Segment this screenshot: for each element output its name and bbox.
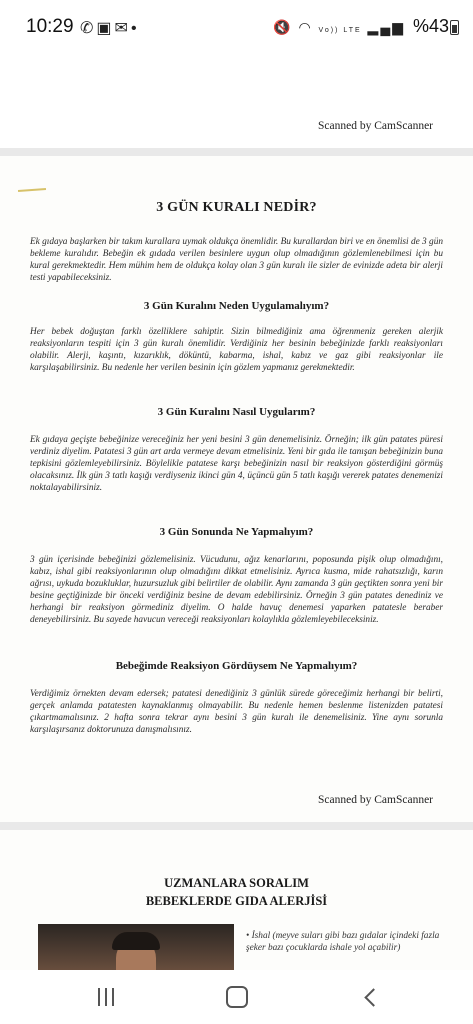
recents-button[interactable] <box>76 978 136 1016</box>
next-page <box>0 830 473 970</box>
article-page <box>0 156 473 822</box>
page-divider <box>0 148 473 156</box>
system-icons <box>273 19 405 36</box>
battery-icon <box>450 20 459 35</box>
section-text: 3 gün içerisinde bebeğinizi gözlemelisiniz. Vücudunu, ağız kenarlarını, poposunda pişik olup olmadığını, kabız, ishal gibi reaksiyonlarının olup olmadığını dikkat etmelisiniz. Ayrıca kusma, mide rahatsızlığı, karın ağrısı, uykuda bozukluklar, huzursuzluk gibi belirtiler de olabilir. Aynı zamanda 3 gün geçtikten sonra yeni bir besine geçtiğinizde bir önceki verdiğiniz besine de devam edebilirsiniz. Örneğin 3 gün patates denediniz ve herhangi bir reaksiyon görmediniz diyelim. O halde havuç denemesi yaparken patatesle beraber deneyebilirsiniz. Bu sayede havucun vereceği reaksiyonları kolaylıkla gözlemleyebileceksiniz. <box>30 555 443 625</box>
section-heading: 3 Gün Sonunda Ne Yapmalıyım? <box>159 526 314 538</box>
section-text: Ek gıdaya geçişte bebeğinize vereceğiniz her yeni besini 3 gün denemelisiniz. Örneğin; ilk gün patates püresi verdiniz diyelim. Patatesi 3 gün art arda vermeye devam etmelisiniz. Yeni bir gıda ile tanışan bebeğinizin buna tepkisini gözlemleyebilirsiniz. Böylelikle patatese karşı bebeğinizin nasıl bir reaksiyon gösterdiğini görmüş olacaksınız. İlk gün 3 tatlı kaşığı verdiyseniz ikinci gün 4, üçüncü gün 5 tatlı kaşığı vererek patates denemenizi noktalayabilirsiniz. <box>30 435 443 493</box>
expert-photo <box>38 924 234 970</box>
previous-page <box>0 52 473 148</box>
pen-mark <box>18 188 46 192</box>
clock: 10:29 <box>26 16 74 37</box>
volte-icon: Vo)) LTE <box>318 27 362 34</box>
battery-percent: %43 <box>412 16 449 36</box>
article-title: 3 GÜN KURALI NEDİR? <box>156 200 317 215</box>
whatsapp-icon: ✆ <box>80 20 97 37</box>
message-icon: ✉ <box>114 20 131 37</box>
back-icon <box>364 988 382 1006</box>
section-heading: 3 Gün Kuralını Nasıl Uygularım? <box>157 406 316 418</box>
back-button[interactable] <box>340 978 400 1016</box>
gallery-icon: ▣ <box>96 20 115 37</box>
section-text: Verdiğimiz örnekten devam edersek; patatesi denediğiniz 3 günlük sürede göreceğimiz herhangi bir belirti, gerçek anlamda patatesten kaynaklanmış olmayabilir. Bu nedenle hemen beslenme listenizden patatesi çıkartmamalısınız. 2 hafta sonra tekrar aynı besini 3 gün kuralı ile denemelisiniz. Yine aynı sorunla karşılaşırsanız doktorunuza danışmalısınız. <box>30 689 443 735</box>
mute-icon: 🔇 <box>273 19 293 35</box>
section-heading: Bebeğimde Reaksiyon Gördüysem Ne Yapmalıyım? <box>115 660 358 672</box>
status-bar <box>0 0 473 52</box>
home-icon <box>226 986 248 1008</box>
signal-icon: ▂▄▆ <box>367 19 405 35</box>
section-text: Her bebek doğuştan farklı özelliklere sahiptir. Sizin bilmediğiniz ama öğrenmeniz gereken alerjik reaksiyonların tespiti için 3 gün kuralı önemlidir. Verdiğiniz her besinin bebeğinizde farklı reaksiyonları olabilir. Alerji, kaşıntı, kızarıklık, döküntü, kabarma, ishal, kabız ve gaz gibi reaksiyonlar ile karşılaşabilirsiniz. Bu nedenle her verilen besinin için gözlem yapmanız gerekmektedir. <box>30 327 443 373</box>
dot-icon: • <box>130 20 140 37</box>
intro-paragraph: Ek gıdaya başlarken bir takım kurallara uymak oldukça önemlidir. Bu kurallardan biri ve en önemlisi de 3 gün bekleme kuralıdır. Bebeğin ek gıdada verilen besinlere uygun olup olmadığının gözlemlenebilmesi için bu kural gerekmektedir. Hem mühim hem de oldukça kolay olan 3 gün kuralı ile sizler de evinizde adeta bir alerji testi yapabileceksiniz. <box>30 237 443 283</box>
notification-icons <box>80 18 140 38</box>
scanned-watermark: Scanned by CamScanner <box>318 120 433 132</box>
next-page-title: UZMANLARA SORALIM <box>164 876 309 890</box>
next-page-subtitle: BEBEKLERDE GIDA ALERJİSİ <box>145 894 328 908</box>
wifi-icon: ◠ <box>298 19 313 35</box>
recents-icon <box>98 988 114 1006</box>
scanned-watermark: Scanned by CamScanner <box>318 794 433 806</box>
bullet-text: • İshal (meyve suları gibi bazı gıdalar içindeki fazla şeker bazı çocuklarda ishale yol açabilir) <box>246 931 440 953</box>
section-heading: 3 Gün Kuralını Neden Uygulamalıyım? <box>143 300 330 312</box>
home-button[interactable] <box>207 978 267 1016</box>
page-divider <box>0 822 473 830</box>
document-viewer[interactable] <box>0 52 473 970</box>
navigation-bar <box>0 970 473 1024</box>
